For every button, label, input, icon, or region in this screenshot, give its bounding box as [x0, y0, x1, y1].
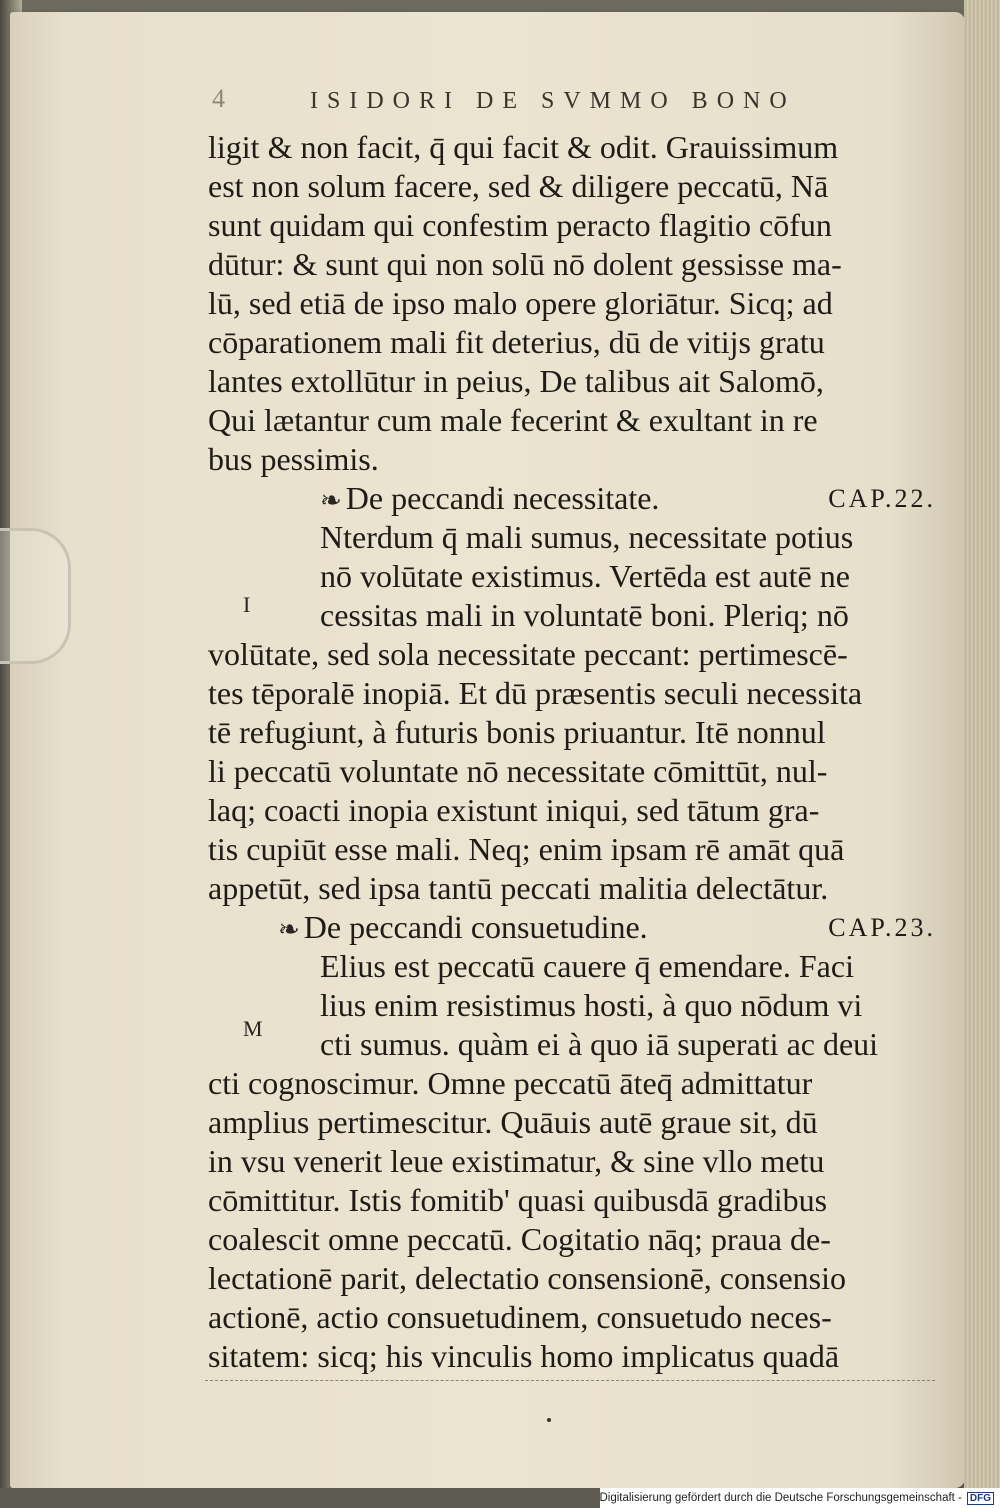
paragraph-b — [208, 518, 948, 635]
text-line: est non solum facere, sed & diligere peccatū, Nā — [208, 168, 829, 204]
book-clasp — [0, 528, 71, 664]
text-line: li peccatū voluntate nō necessitate cōmittūt, nul- — [208, 753, 828, 789]
running-head: ISIDORI DE SVMMO BONO — [310, 88, 796, 114]
marginal-letter-22: I — [243, 592, 251, 617]
chapter-title-23: De peccandi consuetudine. — [303, 909, 648, 945]
text-line: Nterdum q̄ mali sumus, necessitate potius — [320, 519, 854, 555]
dfg-logo: DFG — [967, 1492, 994, 1505]
text-line: actionē, actio consuetudinem, consuetudo neces- — [208, 1299, 832, 1335]
text-line: tē refugiunt, à futuris bonis priuantur. Itē nonnul — [208, 714, 826, 750]
credit-text: Digitalisierung gefördert durch die Deutsche Forschungsgemeinschaft - — [599, 1492, 962, 1504]
text-line: lantes extollūtur in peius, De talibus ait Salomō, — [208, 363, 824, 399]
chapter-heading-22 — [208, 479, 948, 518]
chapter-title-22: De peccandi necessitate. — [345, 480, 660, 516]
text-line: volūtate, sed sola necessitate peccant: pertimescē- — [208, 636, 848, 672]
folio-mark: 4 — [212, 84, 225, 113]
text-line: Qui lætantur cum male fecerint & exultant in re — [208, 402, 818, 438]
footer-strip — [0, 1488, 600, 1508]
text-line: dūtur: & sunt qui non solū nō dolent gessisse ma- — [208, 246, 842, 282]
digitization-credit — [600, 1488, 1000, 1508]
text-line: ligit & non facit, q̄ qui facit & odit. Grauissimum — [208, 129, 839, 165]
text-line: tes tēporalē inopiā. Et dū præsentis seculi necessita — [208, 675, 863, 711]
text-line: cti cognoscimur. Omne peccatū āteq̄ admittatur — [208, 1065, 813, 1101]
text-line: tis cupiūt esse mali. Neq; enim ipsam rē amāt quā — [208, 831, 845, 867]
text-line: cti sumus. quàm ei à quo iā superati ac deui — [320, 1026, 879, 1062]
text-line: coalescit omne peccatū. Cogitatio nāq; praua de- — [208, 1221, 831, 1257]
paragraph-d — [208, 947, 948, 1064]
fleuron-icon: ❧ — [320, 486, 342, 515]
paragraph-a — [208, 128, 948, 479]
text-line: in vsu venerit leue existimatur, & sine vllo metu — [208, 1143, 825, 1179]
text-line: lū, sed etiā de ipso malo opere gloriātur. Sicq; ad — [208, 285, 833, 321]
text-line: lius enim resistimus hosti, à quo nōdum vi — [320, 987, 863, 1023]
text-line: lectationē parit, delectatio consensionē, consensio — [208, 1260, 846, 1296]
chapter-number-23: CAP.23. — [828, 913, 936, 942]
paragraph-e — [208, 1064, 948, 1376]
text-line: appetūt, sed ipsa tantū peccati malitia delectātur. — [208, 870, 829, 906]
text-line: laq; coacti inopia existunt iniqui, sed tātum gra- — [208, 792, 820, 828]
text-line: bus pessimis. — [208, 441, 379, 477]
text-line: cōmittitur. Istis fomitib' quasi quibusdā gradibus — [208, 1182, 828, 1218]
fleuron-icon: ❧ — [278, 915, 300, 944]
text-line: cōparationem mali fit deterius, dū de vitijs gratu — [208, 324, 825, 360]
text-rule — [205, 1380, 935, 1381]
text-line: nō volūtate existimus. Vertēda est autē ne — [320, 558, 850, 594]
chapter-number-22: CAP.22. — [828, 484, 936, 513]
text-line: sitatem: sicq; his vinculis homo implicatus quadā — [208, 1338, 840, 1374]
marginal-letter-23: M — [243, 1016, 263, 1041]
page-text — [208, 128, 948, 1376]
signature-dot — [547, 1418, 551, 1422]
page-edge — [964, 0, 1000, 1508]
text-line: Elius est peccatū cauere q̄ emendare. Faci — [320, 948, 854, 984]
text-line: sunt quidam qui confestim peracto flagitio cōfun — [208, 207, 832, 243]
chapter-heading-23 — [208, 908, 948, 947]
text-line: amplius pertimescitur. Quāuis autē graue sit, dū — [208, 1104, 818, 1140]
text-line: cessitas mali in voluntatē boni. Pleriq; nō — [320, 597, 849, 633]
paragraph-c — [208, 635, 948, 908]
